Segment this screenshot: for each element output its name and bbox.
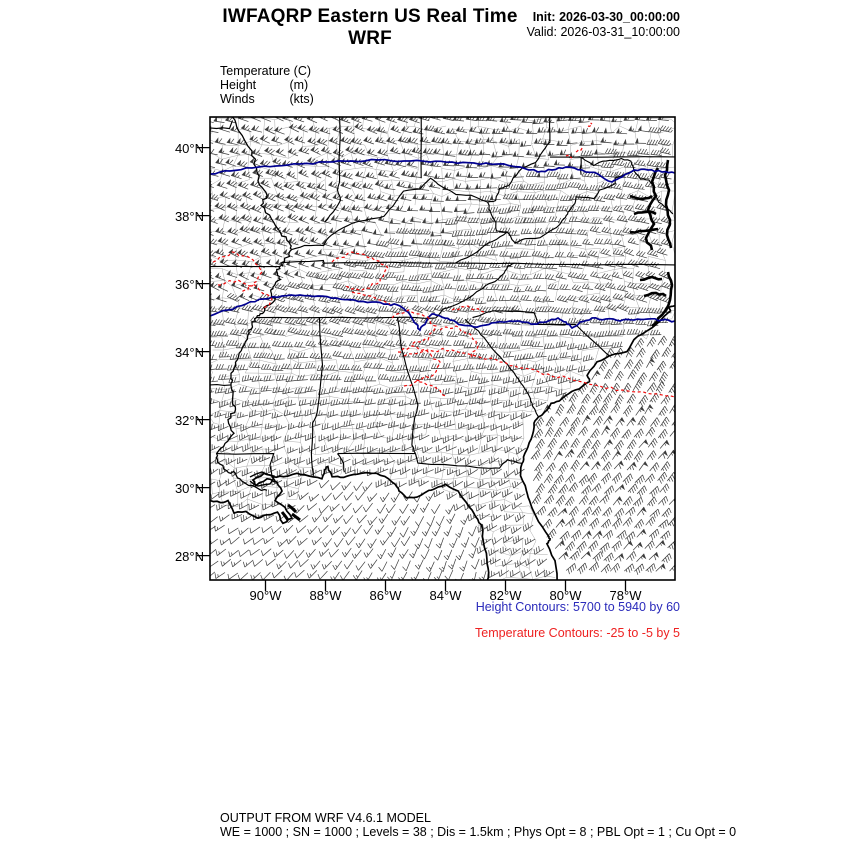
map-frame <box>197 117 675 591</box>
lat-tick-label: 30°N <box>174 480 204 496</box>
lon-tick-label: 86°W <box>369 588 402 603</box>
lat-tick-label: 28°N <box>174 548 204 564</box>
field-temperature-name: Temperature <box>220 64 291 78</box>
lat-tick-label: 38°N <box>174 208 204 224</box>
lon-tick-label: 90°W <box>249 588 282 603</box>
temperature-contour-caption: Temperature Contours: -25 to -5 by 5 <box>475 626 680 640</box>
field-height-name: Height <box>220 78 257 92</box>
init-timestamp: Init: 2026-03-30_00:00:00 <box>532 10 680 24</box>
field-temperature-unit: (C) <box>293 64 312 78</box>
lon-tick-label: 88°W <box>309 588 342 603</box>
coastline <box>210 306 675 580</box>
page-title: IWFAQRP Eastern US Real Time WRF <box>222 6 518 49</box>
field-height-unit: (m) <box>289 78 309 92</box>
lat-tick-label: 32°N <box>174 412 204 428</box>
field-winds-name: Winds <box>220 92 255 106</box>
lat-tick-label: 40°N <box>174 140 204 156</box>
field-winds-unit: (kts) <box>289 92 314 106</box>
footer-params-line: WE = 1000 ; SN = 1000 ; Levels = 38 ; Dis = 1.5km ; Phys Opt = 8 ; PBL Opt = 1 ; Cu Opt = 0 <box>220 825 737 839</box>
height-contour-caption: Height Contours: 5700 to 5940 by 60 <box>475 600 680 614</box>
lat-tick-label: 36°N <box>174 276 204 292</box>
footer-model-line: OUTPUT FROM WRF V4.6.1 MODEL <box>220 811 431 825</box>
lon-tick-label: 80°W <box>549 588 582 603</box>
lat-tick-label: 34°N <box>174 344 204 360</box>
lon-tick-label: 84°W <box>429 588 462 603</box>
lon-tick-label: 78°W <box>609 588 642 603</box>
valid-timestamp: Valid: 2026-03-31_10:00:00 <box>526 25 680 39</box>
lon-tick-label: 82°W <box>489 588 522 603</box>
